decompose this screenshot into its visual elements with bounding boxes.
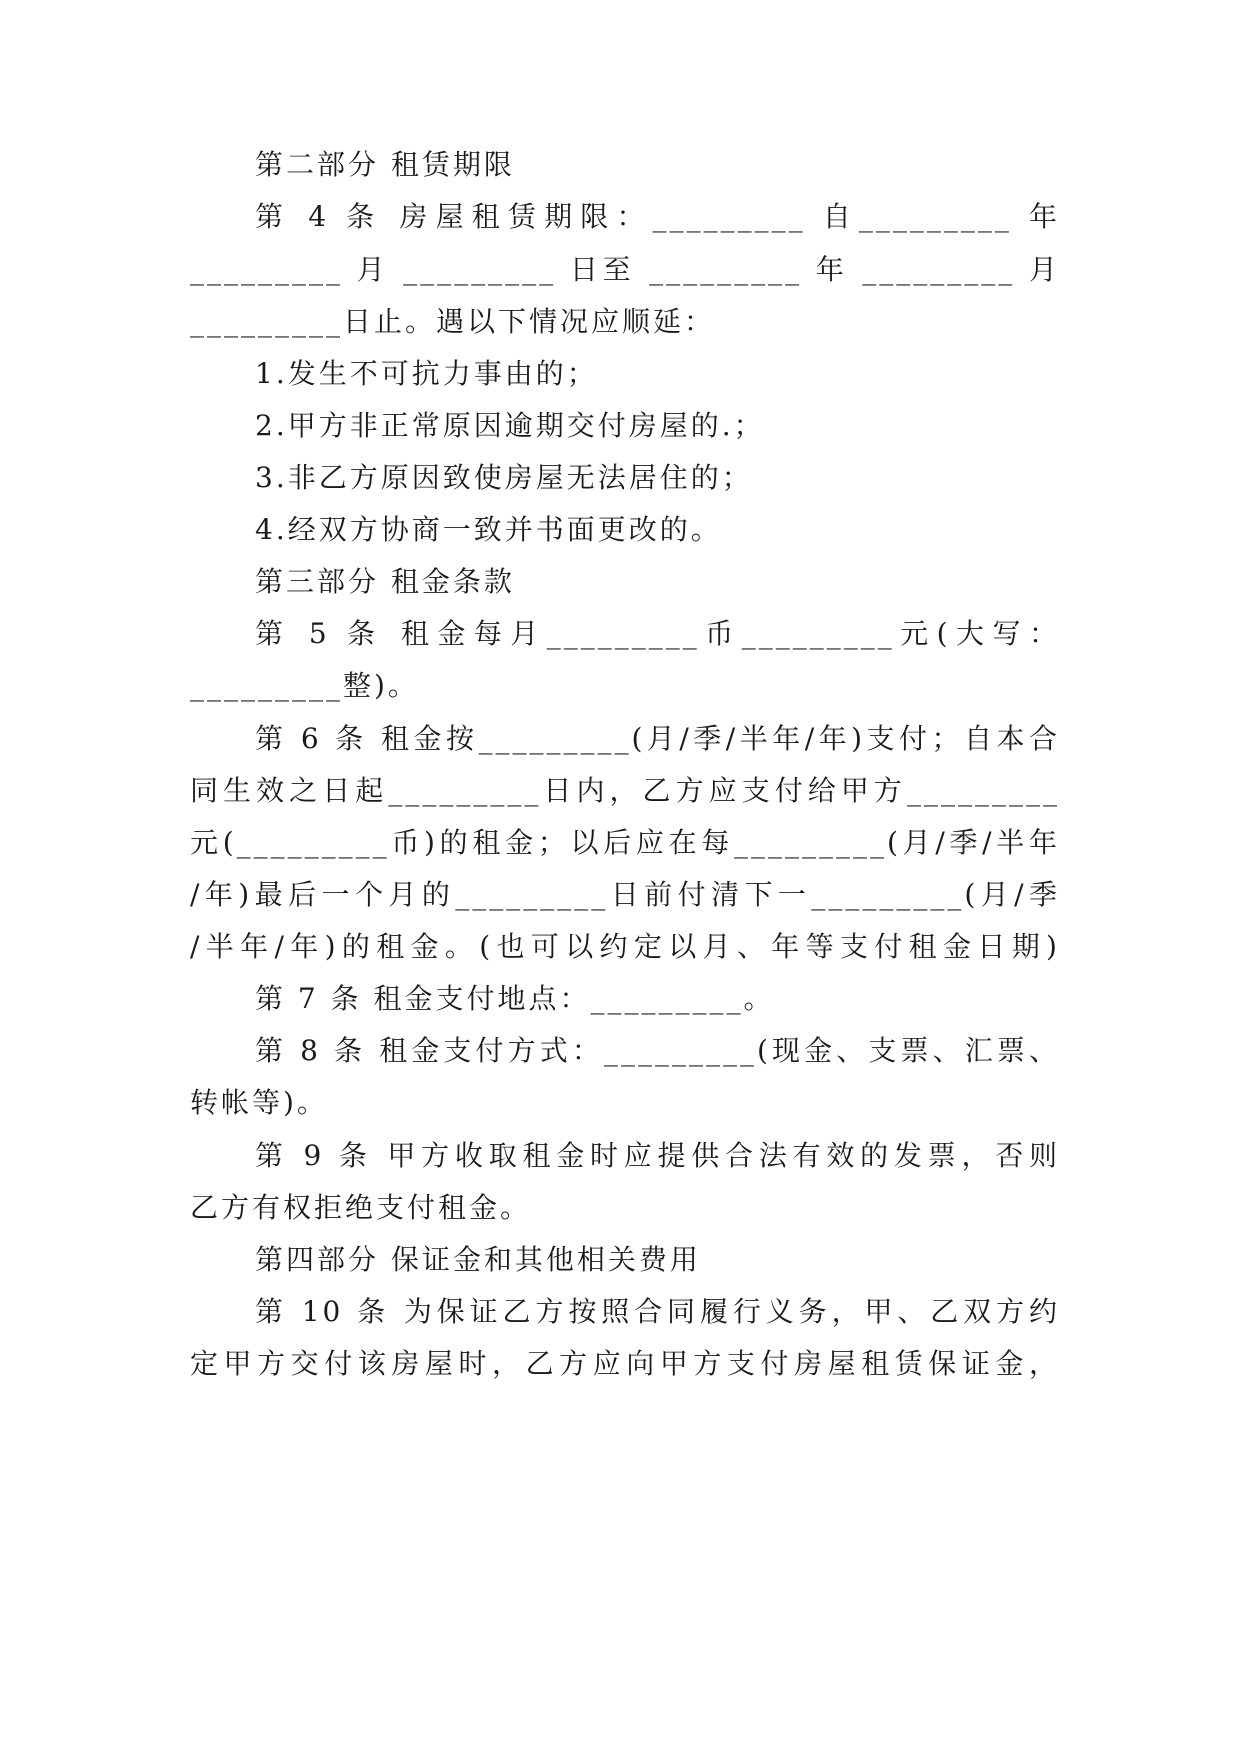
list-item-1: 1.发生不可抗力事由的；	[255, 357, 598, 390]
article-4-line-3: _________日止。遇以下情况应顺延：	[190, 305, 716, 338]
article-10-line-1: 第 10 条 为保证乙方按照合同履行义务，甲、乙双方约	[255, 1295, 1060, 1328]
article-9-line-2: 乙方有权拒绝支付租金。	[190, 1191, 532, 1224]
article-6-line-5: /半年/年)的租金。(也可以约定以月、年等支付租金日期)	[190, 930, 1060, 963]
article-8-line-2: 转帐等)。	[190, 1086, 328, 1119]
article-6-line-1: 第 6 条 租金按_________(月/季/半年/年)支付；自本合	[255, 722, 1060, 755]
section-heading-deposit-fees: 第四部分 保证金和其他相关费用	[255, 1243, 701, 1276]
list-item-4: 4.经双方协商一致并书面更改的。	[255, 513, 722, 546]
list-item-2: 2.甲方非正常原因逾期交付房屋的.；	[255, 409, 765, 442]
section-heading-rent-terms: 第三部分 租金条款	[255, 565, 515, 598]
article-4-line-1: 第 4 条 房屋租赁期限：_________ 自_________ 年	[255, 200, 1060, 233]
article-5-line-2: _________整)。	[190, 669, 419, 702]
list-item-3: 3.非乙方原因致使房屋无法居住的；	[255, 461, 753, 494]
section-heading-lease-term: 第二部分 租赁期限	[255, 148, 515, 181]
article-4-line-2: _________ 月 _________ 日至 _________ 年 _________ 月	[190, 253, 1060, 286]
article-5-line-1: 第 5 条 租金每月_________币_________元(大写：	[255, 617, 1060, 650]
article-10-line-2: 定甲方交付该房屋时，乙方应向甲方支付房屋租赁保证金，	[190, 1347, 1060, 1380]
article-6-line-3: 元(_________币)的租金；以后应在每_________(月/季/半年	[190, 826, 1060, 859]
article-8-line-1: 第 8 条 租金支付方式：_________(现金、支票、汇票、	[255, 1034, 1060, 1067]
article-6-line-4: /年)最后一个月的_________日前付清下一_________(月/季	[190, 878, 1060, 911]
article-7-line-1: 第 7 条 租金支付地点：_________。	[255, 982, 775, 1015]
article-9-line-1: 第 9 条 甲方收取租金时应提供合法有效的发票，否则	[255, 1139, 1060, 1172]
article-6-line-2: 同生效之日起_________日内，乙方应支付给甲方_________	[190, 774, 1060, 807]
